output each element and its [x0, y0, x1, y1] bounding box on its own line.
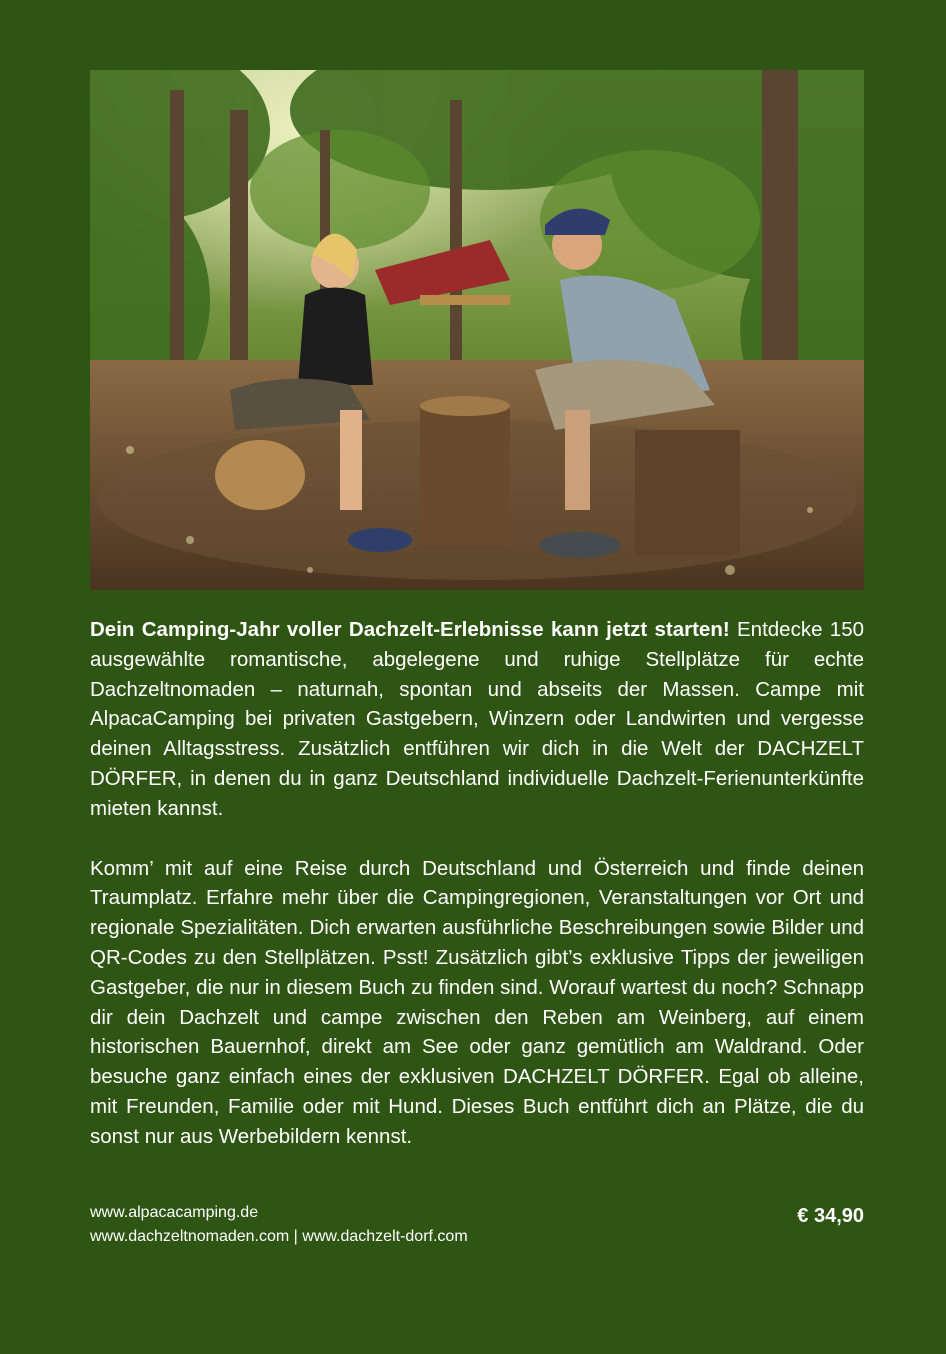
lead-sentence: Dein Camping-Jahr voller Dachzelt-Erlebnisse kann jetzt starten!	[90, 618, 730, 641]
description-paragraph-2: Komm’ mit auf eine Reise durch Deutschland und Österreich und finde deinen Traumplatz. Erfahre mehr über die Campingregionen, Veranstaltungen vor Ort und regionale Spezialitäten. Dich erwarten ausführliche Beschreibungen sowie Bilder und QR-Codes zu den Stellplätzen. Psst! Zusätzlich gibt’s exklusive Tipps der jeweiligen Gastgeber, die nur in diesem Buch zu finden sind. Worauf wartest du noch? Schnapp dir dein Dachzelt und campe zwischen den Reben am Weinberg, auf einem historischen Bauernhof, direkt am See oder ganz gemütlich am Waldrand. Oder besuche ganz einfach eines der exklusiven DACHZELT DÖRFER. Egal ob alleine, mit Freunden, Familie oder mit Hund. Dieses Buch entführt dich an Plätze, die du sonst nur aus Werbebildern kennst.	[90, 856, 864, 1148]
link-alpacacamping[interactable]: www.alpacacamping.de	[90, 1204, 259, 1221]
website-links	[90, 1201, 468, 1249]
forest-camping-illustration	[90, 70, 864, 590]
description-paragraph-1	[90, 615, 864, 824]
cover-photo	[90, 70, 864, 590]
price-label: € 34,90	[797, 1205, 864, 1227]
description	[90, 615, 864, 1152]
paragraph-1-text: Entdecke 150 ausgewählte romantische, abgelegene und ruhige Stellplätze für echte Dachzeltnomaden – naturnah, spontan und abseits der Massen. Campe mit AlpacaCamping bei privaten Gastgebern, Winzern oder Landwirten und vergesse deinen Alltagsstress. Zusätzlich entführen wir dich in die Welt der DACHZELT DÖRFER, in denen du in ganz Deutschland individuelle Dachzelt-Ferienunterkünfte mieten kannst.	[90, 618, 864, 820]
link-dachzelt-sites[interactable]: www.dachzeltnomaden.com | www.dachzelt-dorf.com	[90, 1228, 468, 1245]
